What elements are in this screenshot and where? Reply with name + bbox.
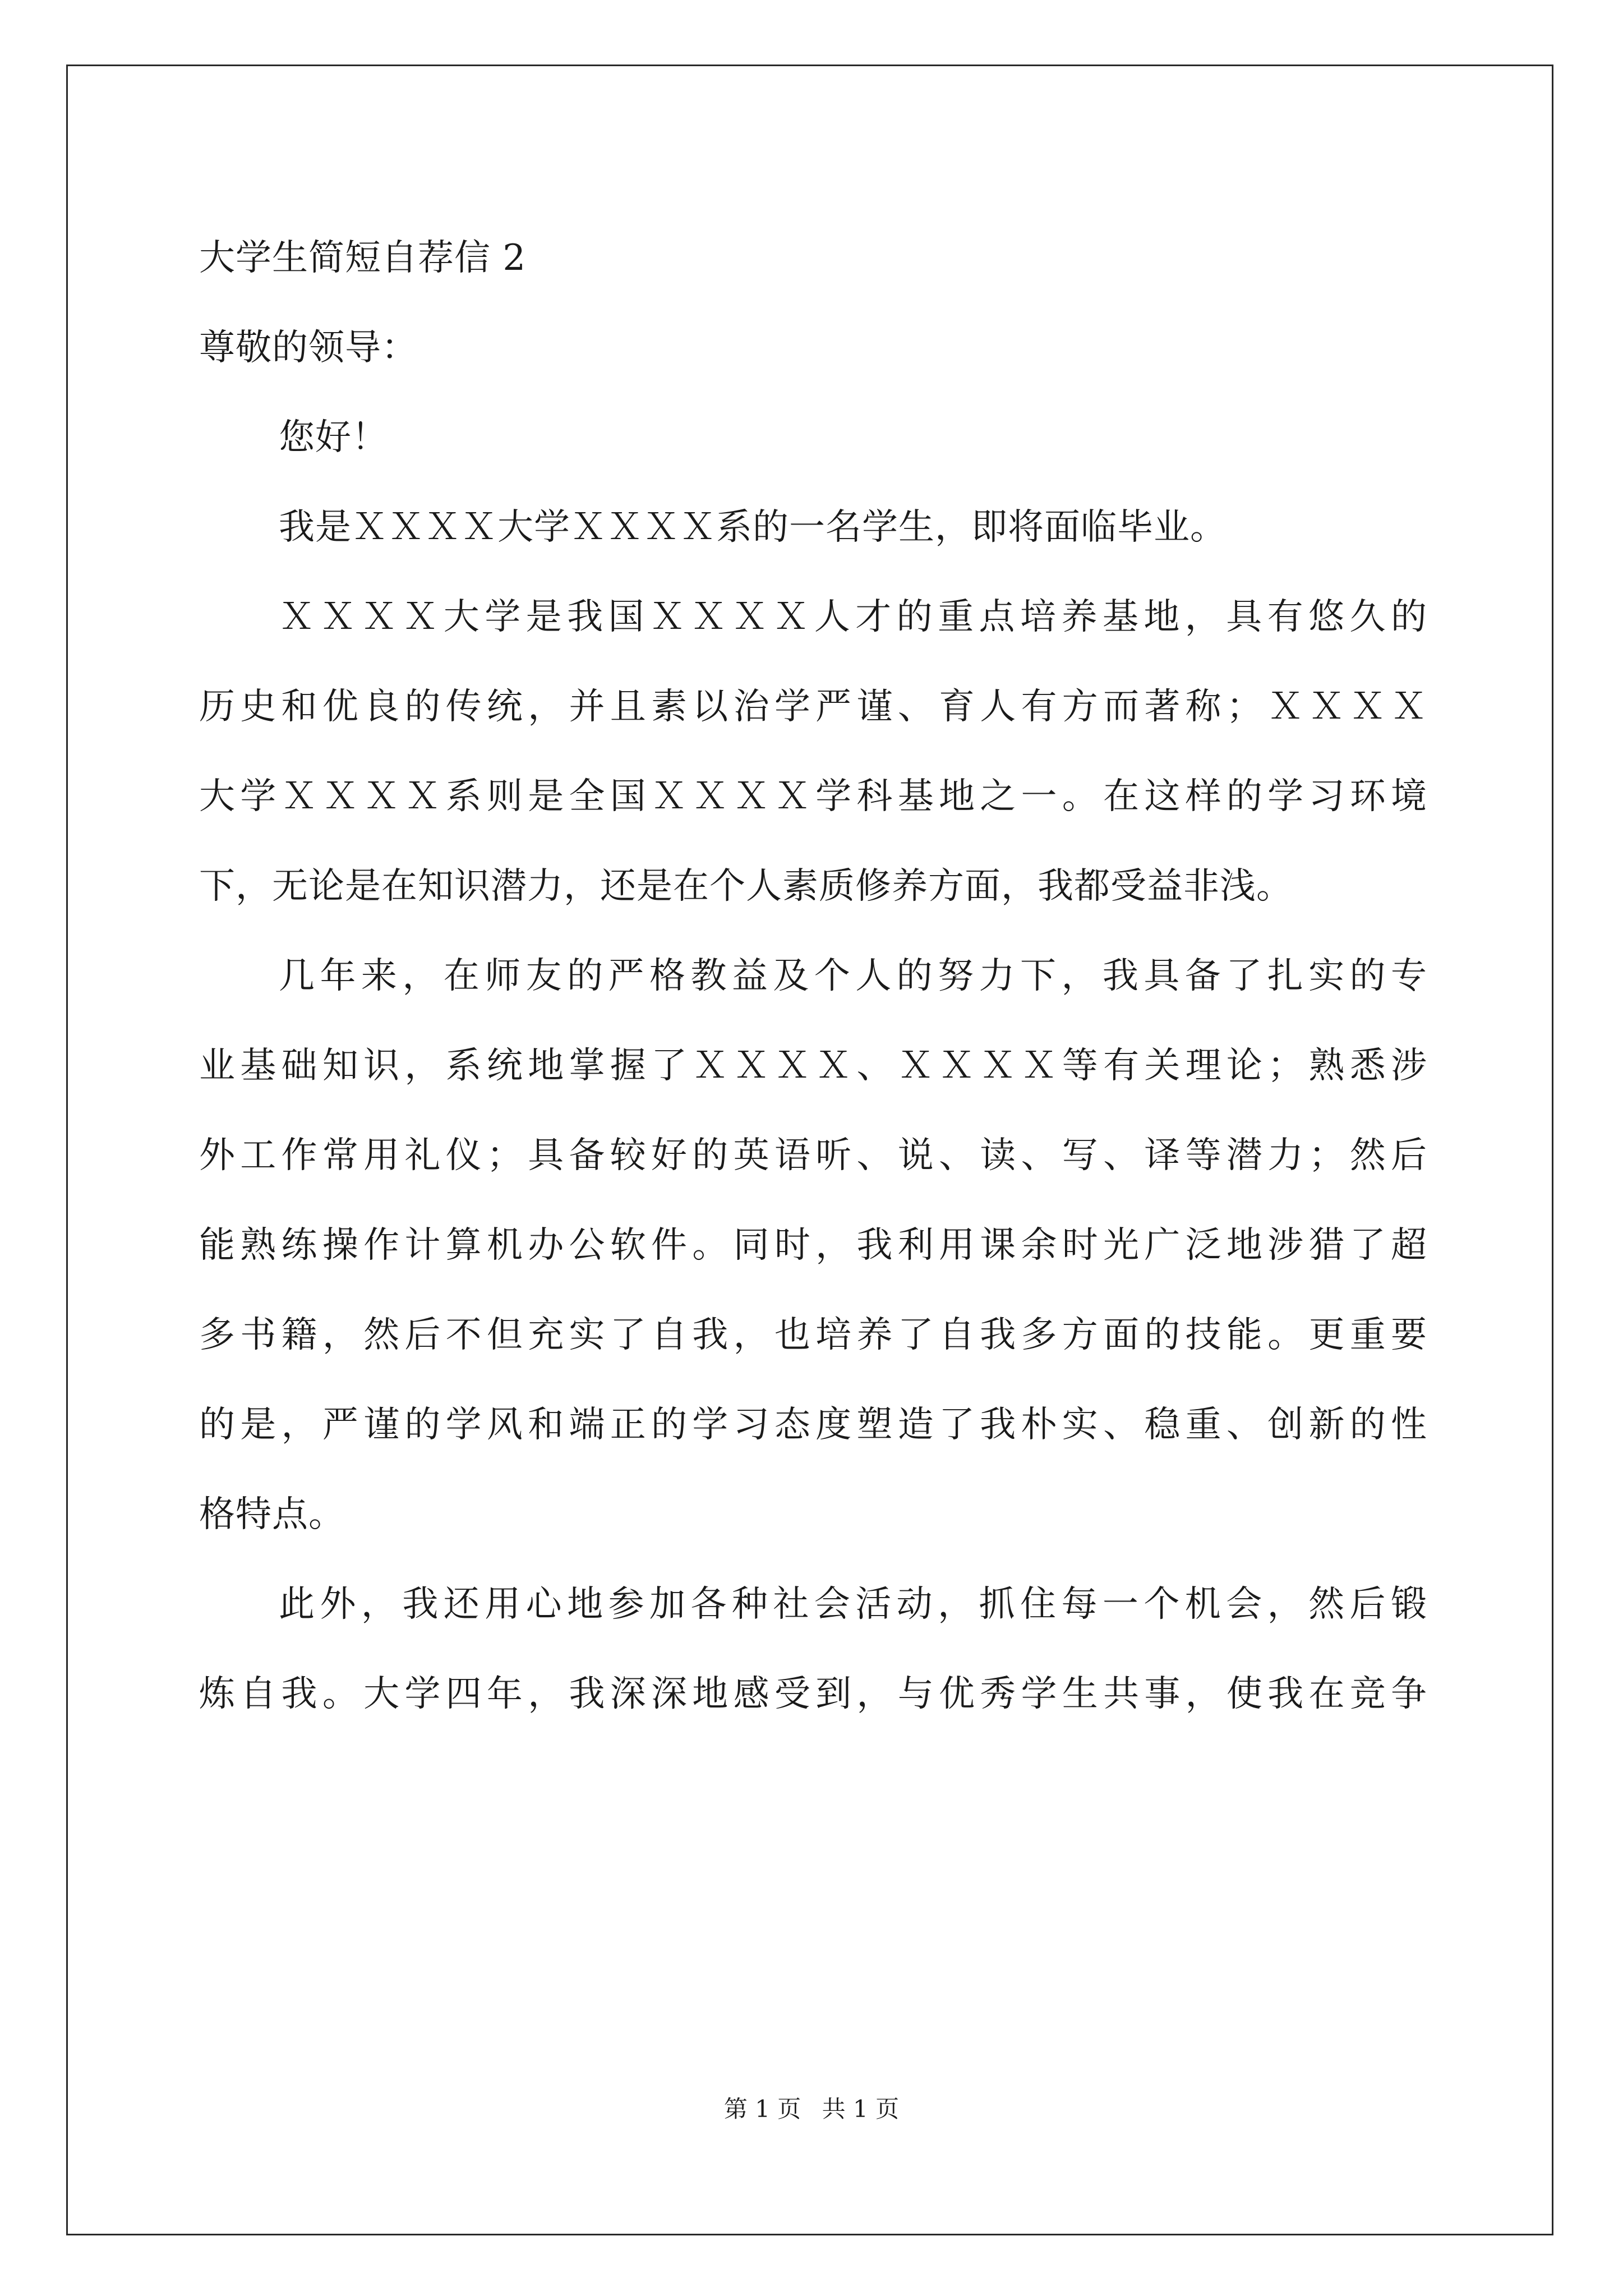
paragraph-line: 业基础知识，系统地掌握了ＸＸＸＸ、ＸＸＸＸ等有关理论；熟悉涉 [199, 1045, 1427, 1087]
page-count: 共 1 页 [822, 2095, 900, 2123]
document-title: 大学生简短自荐信 2 [199, 237, 527, 279]
paragraph-line: 我是ＸＸＸＸ大学ＸＸＸＸ系的一名学生，即将面临毕业。 [279, 507, 1227, 548]
paragraph-line: 炼自我。大学四年，我深深地感受到，与优秀学生共事，使我在竞争 [199, 1673, 1427, 1715]
greeting: 您好！ [279, 417, 388, 458]
page-number: 第 1 页 [723, 2095, 801, 2123]
paragraph-line: ＸＸＸＸ大学是我国ＸＸＸＸ人才的重点培养基地，具有悠久的 [279, 596, 1427, 638]
document-body [199, 213, 1427, 1739]
paragraph-line: 历史和优良的传统，并且素以治学严谨、育人有方而著称；ＸＸＸＸ [199, 686, 1427, 728]
paragraph-line: 多书籍，然后不但充实了自我，也培养了自我多方面的技能。更重要 [199, 1314, 1427, 1356]
paragraph-line: 能熟练操作计算机办公软件。同时，我利用课余时光广泛地涉猎了超 [199, 1225, 1427, 1266]
paragraph-line: 的是，严谨的学风和端正的学习态度塑造了我朴实、稳重、创新的性 [199, 1404, 1427, 1446]
paragraph-line: 外工作常用礼仪；具备较好的英语听、说、读、写、译等潜力；然后 [199, 1135, 1427, 1176]
page-footer [0, 2092, 1623, 2126]
paragraph-line: 下，无论是在知识潜力，还是在个人素质修养方面，我都受益非浅。 [199, 866, 1293, 907]
paragraph-line: 几年来，在师友的严格教益及个人的努力下，我具备了扎实的专 [279, 955, 1427, 997]
paragraph-line: 格特点。 [199, 1494, 345, 1535]
paragraph-line: 大学ＸＸＸＸ系则是全国ＸＸＸＸ学科基地之一。在这样的学习环境 [199, 776, 1427, 817]
paragraph-line: 此外，我还用心地参加各种社会活动，抓住每一个机会，然后锻 [279, 1584, 1427, 1625]
salutation: 尊敬的领导： [199, 327, 418, 369]
